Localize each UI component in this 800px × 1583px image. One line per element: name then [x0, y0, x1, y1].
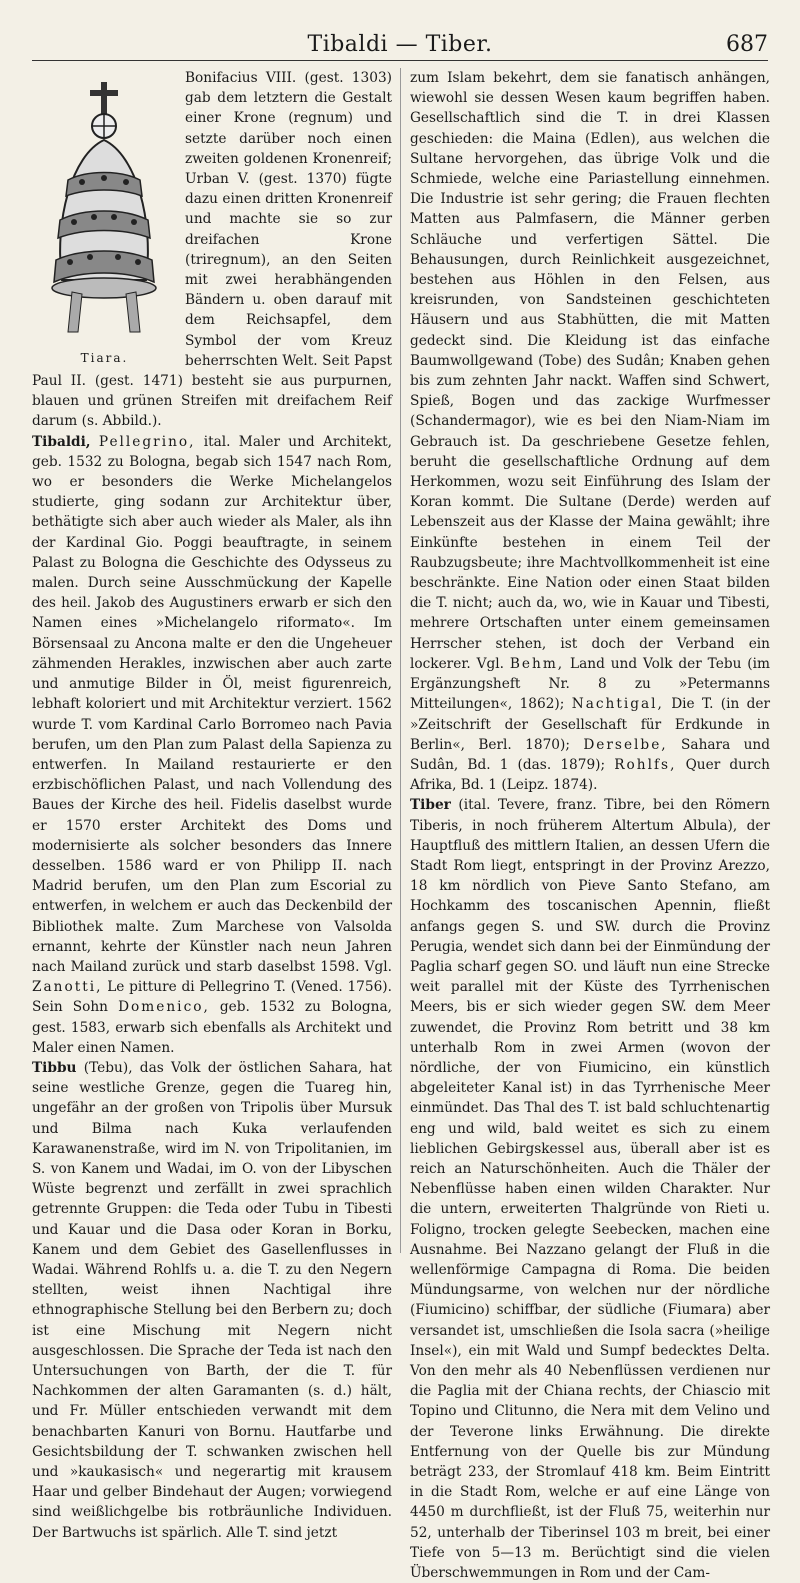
headword-tibbu: Tibbu [32, 1059, 77, 1076]
tibaldi-text-a: ital. Maler und Architekt, geb. 1532 zu Bologna, begab sich 1547 nach Rom, wo er besonders die Werke Michelangelos studierte, ging sodann zur Architektur über, bethätigte sich aber auch wieder als Maler, als ihn der Kardinal Gio. Poggi beauftragte, in seinem Palast zu Bologna die Geschichte des Odysseus zu malen. Durch seine Ausschmückung der Kapelle des heil. Jakob des Augustiners erwarb er sich den Namen eines »Michelangelo riformato«. Im Börsensaal zu Ancona malte er den die Ungeheuer zähmenden Herakles, inzwischen aber auch zarte und anmutige Bilder in Öl, meist figurenreich, lebhaft koloriert und mit Architektur verziert. 1562 wurde T. vom Kardinal Carlo Borromeo nach Pavia berufen, um den Plan zum Palast della Sapienza zu entwerfen. In Mailand restaurierte er den erzbischöflichen Palast, und nach Vollendung des Baues der Kirche des heil. Fidelis daselbst wurde er 1570 erster Architekt des Doms und modernisierte als solcher besonders das Innere desselben. 1586 ward er von Philipp II. nach Madrid berufen, um den Plan zum Escorial zu entwerfen, in welchem er auch das Deckenbild der Bibliothek malte. Zum Marchese von Valsolda ernannt, kehrte der Künstler nach neun Jahren nach Mailand zurück und starb daselbst 1598. Vgl. [32, 433, 392, 975]
tibaldi-entry [32, 432, 392, 1058]
page-header [32, 30, 768, 61]
tibaldi-text-c: geb. 1532 zu Bologna, gest. 1583, erwarb sich ebenfalls als Architekt und Maler einen Namen. [32, 999, 392, 1056]
tibbu-cont-text-d: Sahara und Sudân, Bd. 1 (das. 1879); [410, 736, 771, 773]
tibaldi-text-b: Le pitture di Pellegrino T. (Vened. 1756). Sein Sohn [32, 979, 392, 1016]
column-divider [400, 68, 401, 1253]
tibbu-cont-text-a: zum Islam bekehrt, dem sie fanatisch anhängen, wiewohl sie dessen Wesen kaum begriffen haben. Gesellschaftlich sind die T. in drei Klassen geschieden: die Maina (Edlen), aus welchen die Sultane hervorgehen, das übrige Volk und die Schmiede, welche eine Pariastellung einnehmen. Die Industrie ist sehr gering; die Frauen flechten Matten aus Palmfasern, die Männer gerben Schläuche und verfertigen Sättel. Die Behausungen, durch Reinlichkeit ausgezeichnet, bestehen aus Höhlen in den Felsen, aus kreisrunden, von Sandsteinen geschichteten Häusern und aus Stabhütten, die mit Matten gedeckt sind. Die Kleidung ist das einfache Baumwollgewand (Tobe) des Sudân; Knaben gehen bis zum zehnten Jahr nackt. Waffen sind Schwert, Spieß, Bogen und das zackige Wurfmesser (Schandermagor), wie es bei den Niam-Niam im Gebrauch ist. Da geschriebene Gesetze fehlen, beruht die gesellschaftliche Ordnung auf dem Herkommen, wozu seit Einführung des Islam der Koran kommt. Die Sultane (Derde) werden auf Lebenszeit aus der Klasse der Maina gewählt; ihre Einkünfte bestehen in einem Teil der Raubzugsbeute; ihre Machtvollkommenheit ist eine beschränkte. Eine Nation oder einen Staat bilden die T. nicht; auch da, wo, wie in Kauar und Tibesti, mehrere Ortschaften unter einem gemeinsamen Herrscher stehen, ist doch der Verband ein lockerer. Vgl. [410, 70, 770, 672]
page-number: 687 [726, 32, 768, 57]
son-name-domenico: Domenico, [118, 999, 210, 1016]
tiber-entry [410, 795, 770, 1583]
tiara-figure [32, 70, 177, 368]
tibaldi-given-name: Pellegrino, [98, 433, 196, 450]
headword-tiber: Tiber [410, 797, 451, 814]
tibbu-cont-text-b: Land und Volk der Tebu (im Ergänzungsheft Nr. 8 zu »Petermanns Mitteilungen«, 1862); [410, 655, 770, 713]
tibbu-text: (Tebu), das Volk der östlichen Sahara, hat seine westliche Grenze, gegen die Tuareg hin, ungefähr an der großen von Tripolis über Mursuk und Bilma nach Kuka verlaufenden Karawanenstraße, wird im N. von Tripolitanien, im S. von Kanem und Wadai, im O. von der Libyschen Wüste begrenzt und zerfällt in zwei sprachlich getrennte Gruppen: die Teda oder Tubu in Tibesti und Kauar und die Dasa oder Koran in Borku, Kanem und dem Gebiet des Gasellenflusses in Wadai. Während Rohlfs u. a. die T. zu den Negern stellten, weist ihnen Nachtigal ihre ethnographische Stellung bei den Berbern zu; doch ist eine Mischung mit Negern nicht ausgeschlossen. Die Sprache der Teda ist nach den Untersuchungen von Barth, der die T. für Nachkommen der alten Garamanten (s. d.) hält, und Fr. Müller entschieden verwandt mit dem benachbarten Kanuri von Bornu. Hautfarbe und Gesichtsbildung der T. schwanken zwischen hell und »kaukasisch« und negerartig mit krausem Haar und gelber Bindehaut der Augen; vorwiegend sind weißlichgelbe bis rotbräunliche Individuen. Der Bartwuchs ist spärlich. Alle T. sind jetzt [32, 1059, 393, 1541]
tiara-paragraph: Bonifacius VIII. (gest. 1303) gab dem letztern die Gestalt einer Krone (regnum) und setzte darüber noch einen zweiten goldenen Kronenreif; Urban V. (gest. 1370) fügte dazu einen dritten Kronenreif und machte sie so zur dreifachen Krone (triregnum), an den Seiten mit zwei herabhängenden Bändern u. oben darauf mit dem Reichsapfel, dem Symbol der vom Kreuz beherrschten Welt. Seit Papst Paul II. (gest. 1471) besteht sie aus purpurnen, blauen und grünen Streifen mit dreifachem Reif darum (s. Abbild.). [32, 70, 392, 430]
tibbu-continuation [410, 68, 770, 795]
ref-author-behm: Behm, [509, 655, 565, 672]
ref-author-zanotti: Zanotti, [32, 979, 103, 996]
tiber-text: (ital. Tevere, franz. Tibre, bei den Römern Tiberis, in noch früherem Altertum Albula), der Hauptfluß des mittlern Italien, an dessen Ufern die Stadt Rom liegt, entspringt in der Provinz Arezzo, 18 km nördlich von Pieve Santo Stefano, am Hochkamm des toscanischen Apennin, fließt anfangs gegen S. und SW. durch die Provinz Perugia, wendet sich dann bei der Einmündung der Paglia scharf gegen SO. und läuft nun eine Strecke weit parallel mit der Küste des Tyrrhenischen Meers, bis er sich wieder gegen SW. dem Meer zuwendet, die Provinz Rom betritt und 38 km unterhalb Rom in zwei Armen (wovon der nördliche, der von Fiumicino, ein künstlich abgeleiteter Kanal ist) in das Tyrrhenische Meer einmündet. Das Thal des T. ist bald schluchtenartig eng und wild, bald weitet es sich zu einem lieblichen Gebirgskessel aus, überall aber ist es reich an Naturschönheiten. Auch die Thäler der Nebenflüsse haben einen wilden Charakter. Nur die untern, erweiterten Thalgründe von Rieti u. Foligno, trocken gelegte Seebecken, machen eine Ausnahme. Bei Nazzano gelangt der Fluß in die wellenförmige Campagna di Roma. Die beiden Mündungsarme, von welchen nur der nördliche (Fiumicino) schiffbar, der südliche (Fiumara) aber versandet ist, umschließen die Isola sacra (»heilige Insel«), ein mit Wald und Sumpf bedecktes Delta. Von den mehr als 40 Nebenflüssen verdienen nur die Paglia mit der Chiana rechts, der Chiascio mit Topino und Clitunno, die Nera mit dem Velino und der Teverone links Erwähnung. Die direkte Entfernung von der Quelle bis zur Mündung beträgt 233, der Stromlauf 418 km. Beim Eintritt in die Stadt Rom, welche er auf eine Länge von 4450 m durchfließt, ist der Fluß 75, weiterhin nur 52, unterhalb der Tiberinsel 103 m breit, bei einer Tiefe von 5—13 m. Berüchtigt sind die vielen Überschwemmungen in Rom und der Cam- [410, 797, 770, 1582]
running-title: Tibaldi — Tiber. [307, 32, 493, 57]
ref-author-derselbe: Derselbe, [583, 736, 668, 753]
tibbu-cont-text-c: Die T. (in der »Zeitschrift der Gesellschaft für Erdkunde in Berlin«, Berl. 1870); [410, 696, 771, 753]
tiara-illustration [32, 70, 177, 345]
right-column [410, 68, 770, 1583]
tibbu-entry [32, 1058, 392, 1543]
figure-caption: Tiara. [80, 350, 129, 365]
ref-author-nachtigal: Nachtigal, [571, 696, 664, 713]
ref-author-rohlfs: Rohlfs, [614, 756, 677, 773]
headword-tibaldi: Tibaldi, [32, 433, 91, 450]
tibbu-cont-text-e: Quer durch Afrika, Bd. 1 (Leipz. 1874). [410, 756, 770, 794]
left-column [32, 68, 392, 1543]
